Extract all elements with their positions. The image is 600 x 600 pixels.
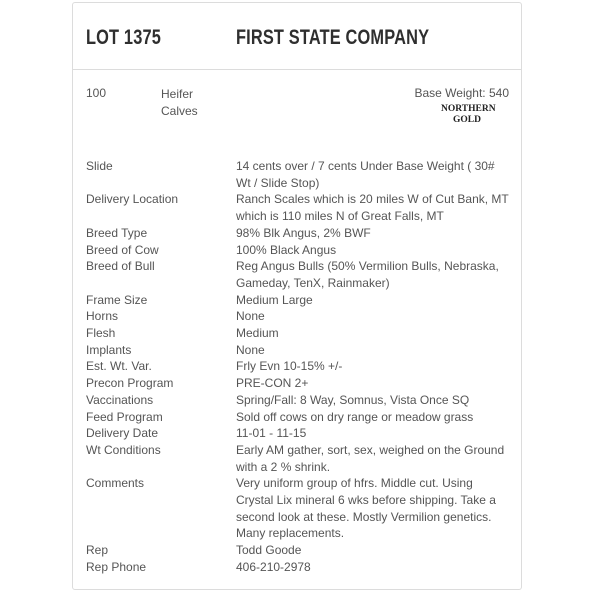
detail-label: Precon Program: [86, 376, 174, 391]
detail-label: Delivery Date: [86, 426, 159, 441]
detail-row: [86, 475, 516, 542]
detail-value: Sold off cows on dry range or meadow grass: [236, 409, 474, 424]
lot-details: [86, 158, 516, 576]
company-name: FIRST STATE COMPANY: [236, 26, 430, 49]
cattle-type: Heifer Calves: [161, 87, 198, 118]
detail-row: [86, 542, 516, 559]
detail-value: 98% Blk Angus, 2% BWF: [236, 225, 371, 240]
detail-label: Slide: [86, 159, 113, 173]
detail-value: Spring/Fall: 8 Way, Somnus, Vista Once SQ: [236, 392, 470, 407]
detail-row: [86, 308, 516, 325]
detail-value: 406-210-2978: [236, 559, 311, 574]
detail-label: Delivery Location: [86, 192, 179, 207]
base-weight: Base Weight: 540: [414, 86, 509, 100]
detail-row: [86, 342, 516, 359]
detail-row: [86, 158, 516, 191]
detail-label: Breed Type: [86, 225, 148, 240]
detail-row: [86, 191, 516, 224]
detail-value: Medium: [236, 326, 279, 341]
detail-label: Horns: [86, 309, 119, 324]
detail-value: None: [236, 309, 265, 324]
detail-row: [86, 242, 516, 259]
lot-summary: [73, 70, 521, 142]
detail-label: Frame Size: [86, 292, 148, 307]
detail-label: Flesh: [86, 326, 116, 341]
detail-row: [86, 375, 516, 392]
detail-value: 11-01 - 11-15: [236, 426, 307, 441]
detail-value: None: [236, 342, 265, 357]
detail-value: PRE-CON 2+: [236, 376, 309, 391]
detail-label: Wt Conditions: [86, 442, 161, 457]
northern-gold-logo: [439, 102, 509, 124]
logo-line-1: NORTHERN: [441, 104, 496, 114]
detail-label: Rep: [86, 543, 109, 558]
detail-row: [86, 358, 516, 375]
detail-row: [86, 225, 516, 242]
detail-label: Breed of Bull: [86, 259, 155, 274]
detail-value: Frly Evn 10-15% +/-: [236, 359, 343, 374]
detail-value: Very uniform group of hfrs. Middle cut. Using Crystal Lix mineral 6 wks before shipping. Take a second look at these. Mostly Vermilion genetics. Many replacements.: [236, 476, 496, 541]
detail-value: Ranch Scales which is 20 miles W of Cut Bank, MT which is 110 miles N of Great Falls, MT: [236, 192, 509, 224]
detail-value: Reg Angus Bulls (50% Vermilion Bulls, Nebraska, Gameday, TenX, Rainmaker): [236, 259, 499, 290]
detail-label: Est. Wt. Var.: [86, 359, 152, 374]
detail-value: Early AM gather, sort, sex, weighed on the Ground with a 2 % shrink.: [236, 442, 505, 474]
lot-card: [72, 2, 522, 590]
detail-value: 14 cents over / 7 cents Under Base Weight ( 30# Wt / Slide Stop): [236, 159, 495, 190]
detail-value: 100% Black Angus: [236, 242, 337, 257]
detail-row: [86, 392, 516, 409]
detail-row: [86, 258, 516, 291]
detail-row: [86, 442, 516, 475]
detail-value: Todd Goode: [236, 543, 302, 558]
detail-label: Vaccinations: [86, 392, 154, 407]
detail-label: Comments: [86, 476, 145, 491]
detail-label: Rep Phone: [86, 559, 147, 574]
head-count: 100: [86, 86, 107, 100]
detail-value: Medium Large: [236, 292, 313, 307]
detail-row: [86, 325, 516, 342]
lot-header: [73, 3, 521, 70]
detail-row: [86, 559, 516, 576]
lot-number: LOT 1375: [86, 26, 162, 49]
detail-label: Feed Program: [86, 409, 163, 424]
detail-row: [86, 409, 516, 426]
detail-label: Breed of Cow: [86, 242, 159, 257]
detail-row: [86, 292, 516, 309]
detail-label: Implants: [86, 342, 132, 357]
logo-line-2: GOLD: [453, 115, 481, 124]
detail-row: [86, 425, 516, 442]
